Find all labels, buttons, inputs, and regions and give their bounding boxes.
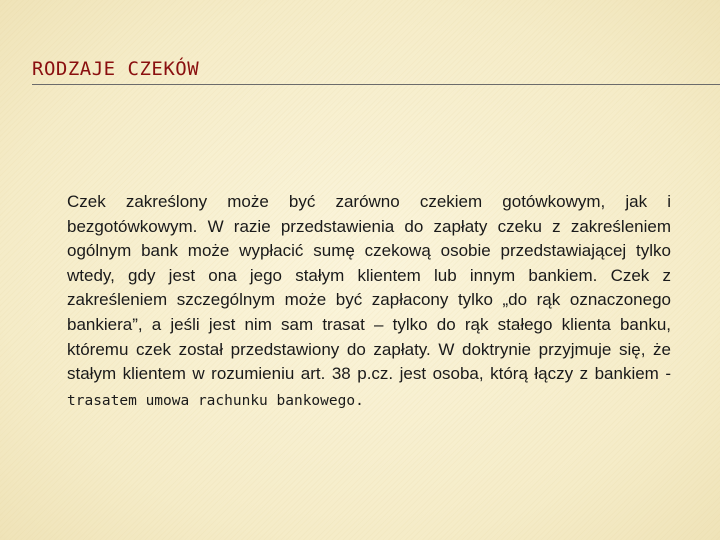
slide-title: RODZAJE CZEKÓW [32,58,200,80]
paragraph-tail-text: trasatem umowa rachunku bankowego. [67,392,364,409]
paragraph-main-text: Czek zakreślony może być zarówno czekiem gotówkowym, jak i bezgotówkowym. W razie przedstawienia do zapłaty czeku z zakreśleniem ogólnym bank może wypłacić sumę czekową osobie przedstawiającej tylko wtedy, gdy jest ona jego stałym klientem lub innym bankiem. Czek z zakreśleniem szczególnym może być zapłacony tylko „do rąk oznaczonego bankiera”, a jeśli jest nim sam trasat – tylko do rąk stałego klienta banku, któremu czek został przedstawiony do zapłaty. W doktrynie przyjmuje się, że stałym klientem w rozumieniu art. 38 p.cz. jest osoba, którą łączy z bankiem - [67,192,671,384]
slide-body-paragraph [67,190,671,413]
title-divider [32,84,720,85]
